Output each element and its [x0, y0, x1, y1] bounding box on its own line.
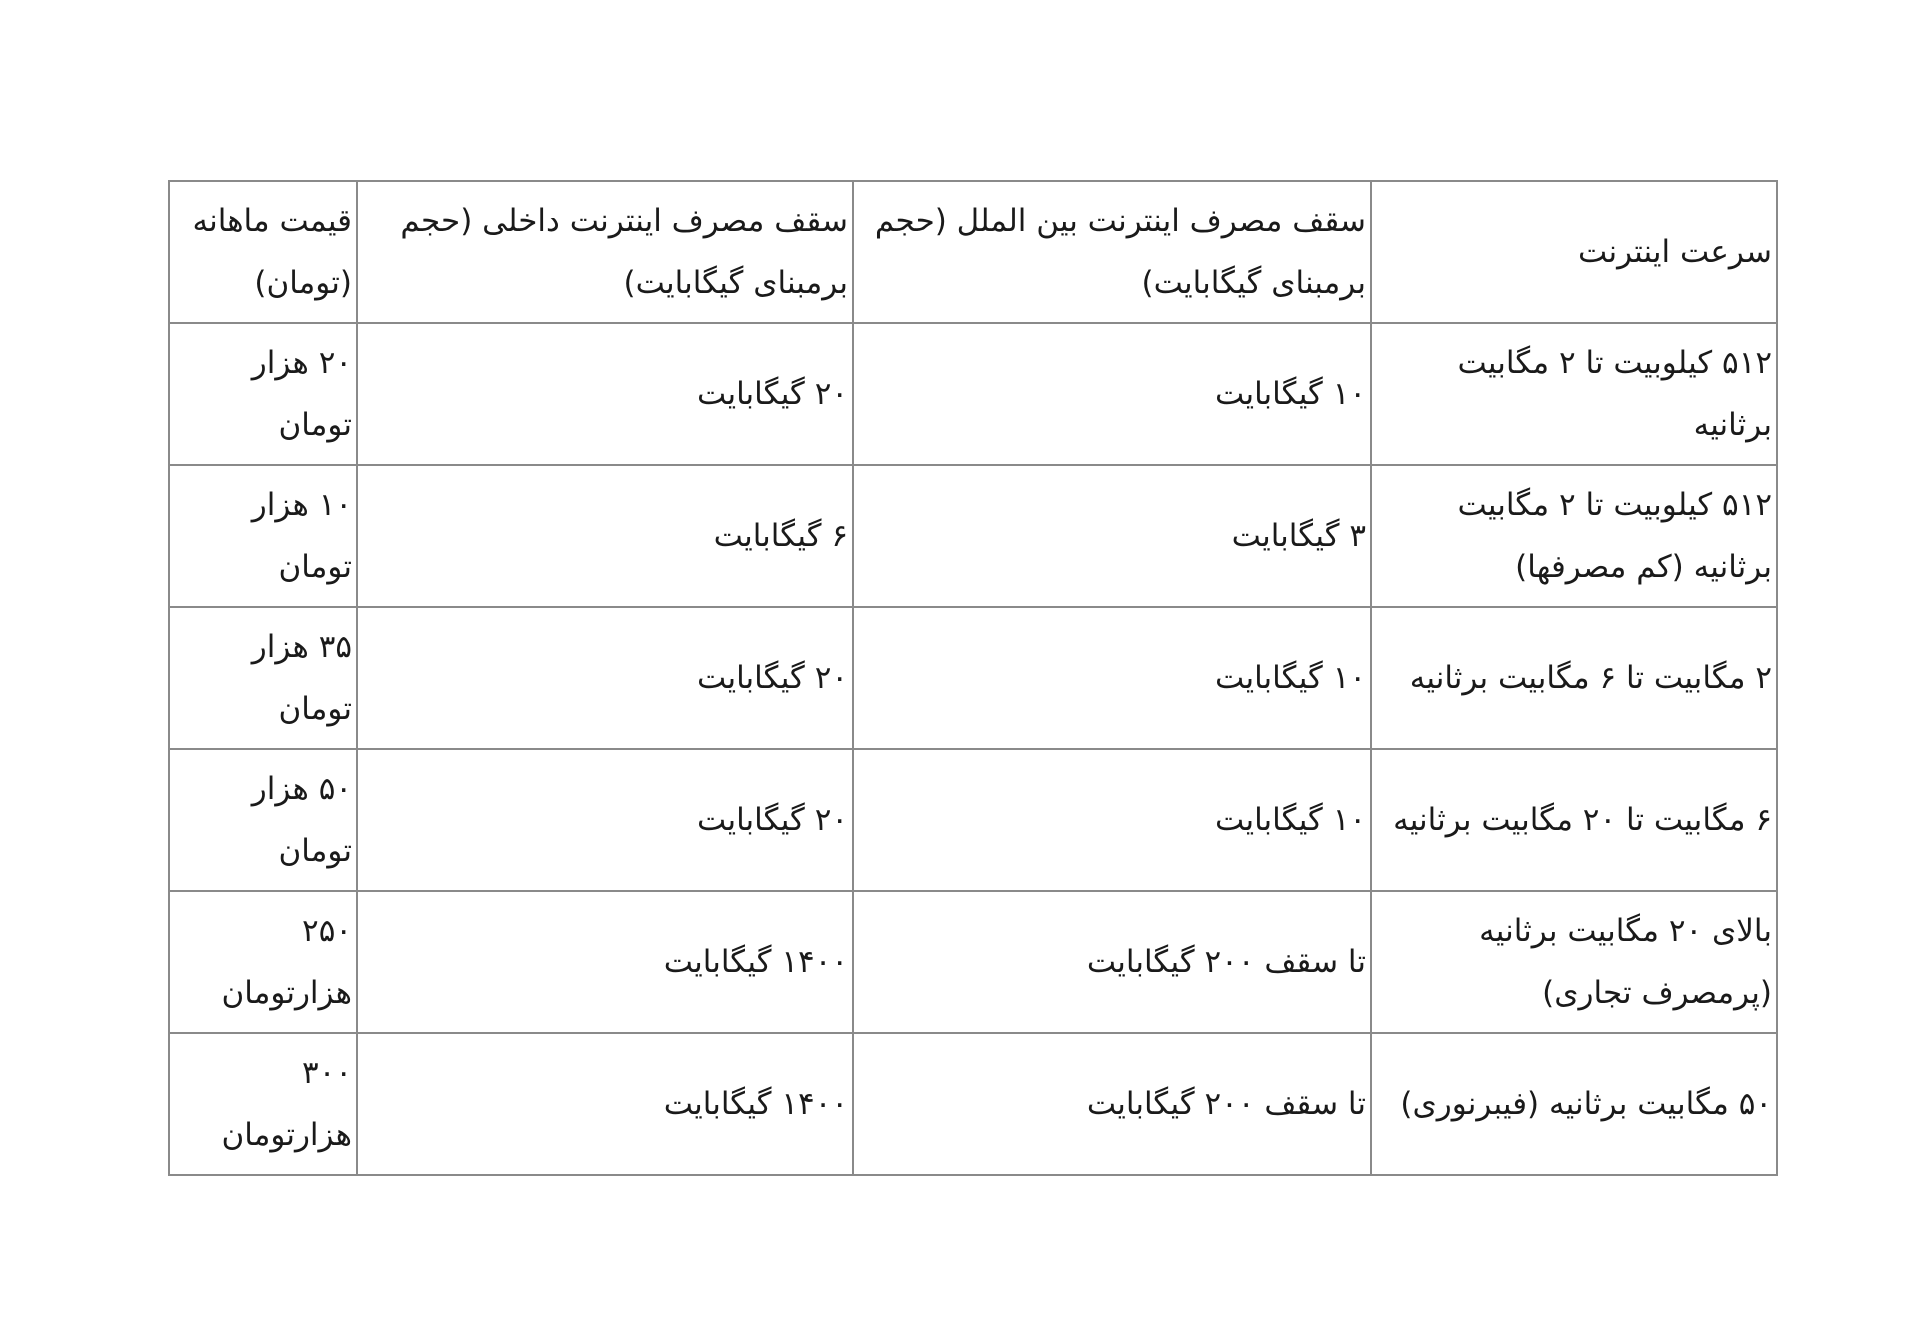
cell-international-cap: ۱۰ گیگابایت [853, 749, 1371, 891]
cell-international-cap: ۳ گیگابایت [853, 465, 1371, 607]
table-row [169, 323, 1777, 465]
cell-speed: بالای ۲۰ مگابیت برثانیه (پرمصرف تجاری) [1371, 891, 1777, 1033]
cell-price: ۳۰۰ هزارتومان [169, 1033, 357, 1175]
table-row [169, 749, 1777, 891]
cell-speed: ۵۰ مگابیت برثانیه (فیبرنوری) [1371, 1033, 1777, 1175]
cell-domestic-cap: ۲۰ گیگابایت [357, 749, 853, 891]
cell-price: ۲۰ هزار تومان [169, 323, 357, 465]
cell-domestic-cap: ۲۰ گیگابایت [357, 323, 853, 465]
cell-domestic-cap: ۱۴۰۰ گیگابایت [357, 891, 853, 1033]
table-row [169, 1033, 1777, 1175]
cell-price: ۱۰ هزار تومان [169, 465, 357, 607]
header-internet-speed: سرعت اینترنت [1371, 181, 1777, 323]
table-header-row [169, 181, 1777, 323]
cell-domestic-cap: ۲۰ گیگابایت [357, 607, 853, 749]
cell-international-cap: تا سقف ۲۰۰ گیگابایت [853, 891, 1371, 1033]
header-domestic-cap: سقف مصرف اینترنت داخلی (حجم برمبنای گیگابایت) [357, 181, 853, 323]
table-row [169, 891, 1777, 1033]
cell-speed: ۲ مگابیت تا ۶ مگابیت برثانیه [1371, 607, 1777, 749]
cell-speed: ۵۱۲ کیلوبیت تا ۲ مگابیت برثانیه [1371, 323, 1777, 465]
table-row [169, 607, 1777, 749]
cell-domestic-cap: ۶ گیگابایت [357, 465, 853, 607]
cell-price: ۲۵۰ هزارتومان [169, 891, 357, 1033]
internet-tariff-table [168, 180, 1778, 1176]
header-international-cap: سقف مصرف اینترنت بین الملل (حجم برمبنای گیگابایت) [853, 181, 1371, 323]
cell-price: ۵۰ هزار تومان [169, 749, 357, 891]
cell-international-cap: ۱۰ گیگابایت [853, 323, 1371, 465]
cell-speed: ۶ مگابیت تا ۲۰ مگابیت برثانیه [1371, 749, 1777, 891]
cell-international-cap: تا سقف ۲۰۰ گیگابایت [853, 1033, 1371, 1175]
cell-domestic-cap: ۱۴۰۰ گیگابایت [357, 1033, 853, 1175]
cell-international-cap: ۱۰ گیگابایت [853, 607, 1371, 749]
cell-price: ۳۵ هزار تومان [169, 607, 357, 749]
cell-speed: ۵۱۲ کیلوبیت تا ۲ مگابیت برثانیه (کم مصرفها) [1371, 465, 1777, 607]
table-row [169, 465, 1777, 607]
header-monthly-price: قیمت ماهانه (تومان) [169, 181, 357, 323]
